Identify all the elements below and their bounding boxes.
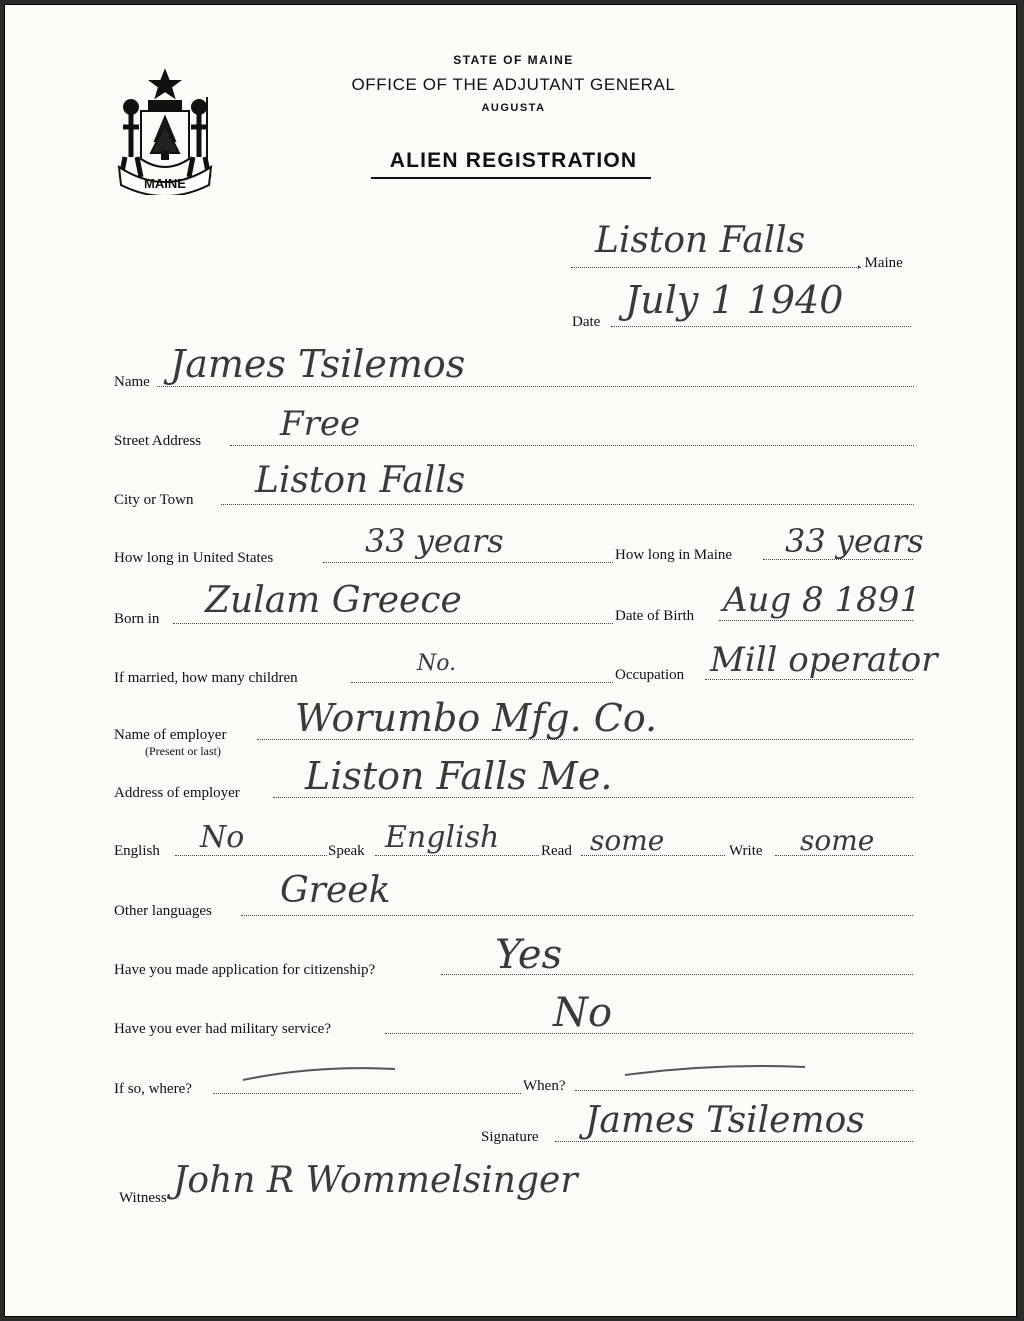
date-label: Date xyxy=(572,314,601,330)
occupation-value[interactable]: Mill operator xyxy=(710,640,938,680)
write-value[interactable]: some xyxy=(800,824,875,857)
english-line xyxy=(175,855,327,856)
form-title: ALIEN REGISTRATION xyxy=(389,149,638,172)
date-value[interactable]: July 1 1940 xyxy=(625,278,844,322)
place-line xyxy=(571,267,861,268)
dob-label: Date of Birth xyxy=(615,608,695,624)
military-value[interactable]: No xyxy=(553,990,613,1036)
name-line xyxy=(157,386,914,387)
place-suffix-label: , Maine xyxy=(857,255,903,271)
witness-value[interactable]: John R Wommelsinger xyxy=(173,1160,578,1201)
military-line xyxy=(385,1033,913,1034)
born-in-line xyxy=(173,623,613,624)
speak-line xyxy=(375,855,539,856)
signature-value[interactable]: James Tsilemos xyxy=(585,1100,865,1141)
citizenship-value[interactable]: Yes xyxy=(495,932,563,978)
children-line xyxy=(351,682,613,683)
speak-label: Speak xyxy=(328,843,365,859)
speak-value[interactable]: English xyxy=(385,820,500,855)
english-label: English xyxy=(114,843,160,859)
signature-label: Signature xyxy=(481,1129,539,1145)
employer-value[interactable]: Worumbo Mfg. Co. xyxy=(295,696,658,740)
where-label: If so, where? xyxy=(114,1081,192,1097)
children-label: If married, how many children xyxy=(114,670,298,686)
city-label: City or Town xyxy=(114,492,194,508)
other-languages-label: Other languages xyxy=(114,903,212,919)
employer-address-label: Address of employer xyxy=(114,785,240,801)
city-line xyxy=(221,504,914,505)
other-languages-line xyxy=(241,915,913,916)
occupation-label: Occupation xyxy=(615,667,685,683)
city-heading: AUGUSTA xyxy=(481,102,546,114)
write-label: Write xyxy=(729,843,763,859)
name-label: Name xyxy=(114,374,150,390)
english-value[interactable]: No xyxy=(200,820,245,855)
blank-strike-marks xyxy=(235,1055,915,1095)
in-us-label: How long in United States xyxy=(114,550,274,566)
dob-line xyxy=(719,620,913,621)
registration-form xyxy=(4,4,1017,1317)
place-value[interactable]: Liston Falls xyxy=(595,220,806,261)
born-in-label: Born in xyxy=(114,611,160,627)
military-label: Have you ever had military service? xyxy=(114,1021,331,1037)
children-value[interactable]: No. xyxy=(417,651,457,676)
name-value[interactable]: James Tsilemos xyxy=(170,342,466,386)
street-address-line xyxy=(230,445,914,446)
employer-address-value[interactable]: Liston Falls Me. xyxy=(305,754,613,798)
office-heading: OFFICE OF THE ADJUTANT GENERAL xyxy=(351,75,676,94)
title-underline xyxy=(371,177,651,179)
witness-label: Witness xyxy=(119,1190,167,1206)
dob-value[interactable]: Aug 8 1891 xyxy=(723,580,921,620)
seal-lettering: MAINE xyxy=(144,176,186,191)
state-heading: STATE OF MAINE xyxy=(453,53,574,67)
employer-label: Name of employer xyxy=(114,727,227,743)
signature-line xyxy=(555,1141,913,1142)
other-languages-value[interactable]: Greek xyxy=(280,870,391,911)
employer-sublabel: (Present or last) xyxy=(145,744,221,758)
citizenship-label: Have you made application for citizenship? xyxy=(114,962,376,978)
in-maine-value[interactable]: 33 years xyxy=(785,522,924,560)
read-label: Read xyxy=(541,843,572,859)
in-us-value[interactable]: 33 years xyxy=(365,522,504,560)
in-us-line xyxy=(323,562,613,563)
when-label: When? xyxy=(523,1078,566,1094)
street-address-value[interactable]: Free xyxy=(280,404,361,444)
in-maine-label: How long in Maine xyxy=(615,547,733,563)
city-value[interactable]: Liston Falls xyxy=(255,460,466,501)
street-address-label: Street Address xyxy=(114,433,202,449)
date-line xyxy=(611,326,911,327)
read-value[interactable]: some xyxy=(590,824,665,857)
born-in-value[interactable]: Zulam Greece xyxy=(205,580,462,621)
